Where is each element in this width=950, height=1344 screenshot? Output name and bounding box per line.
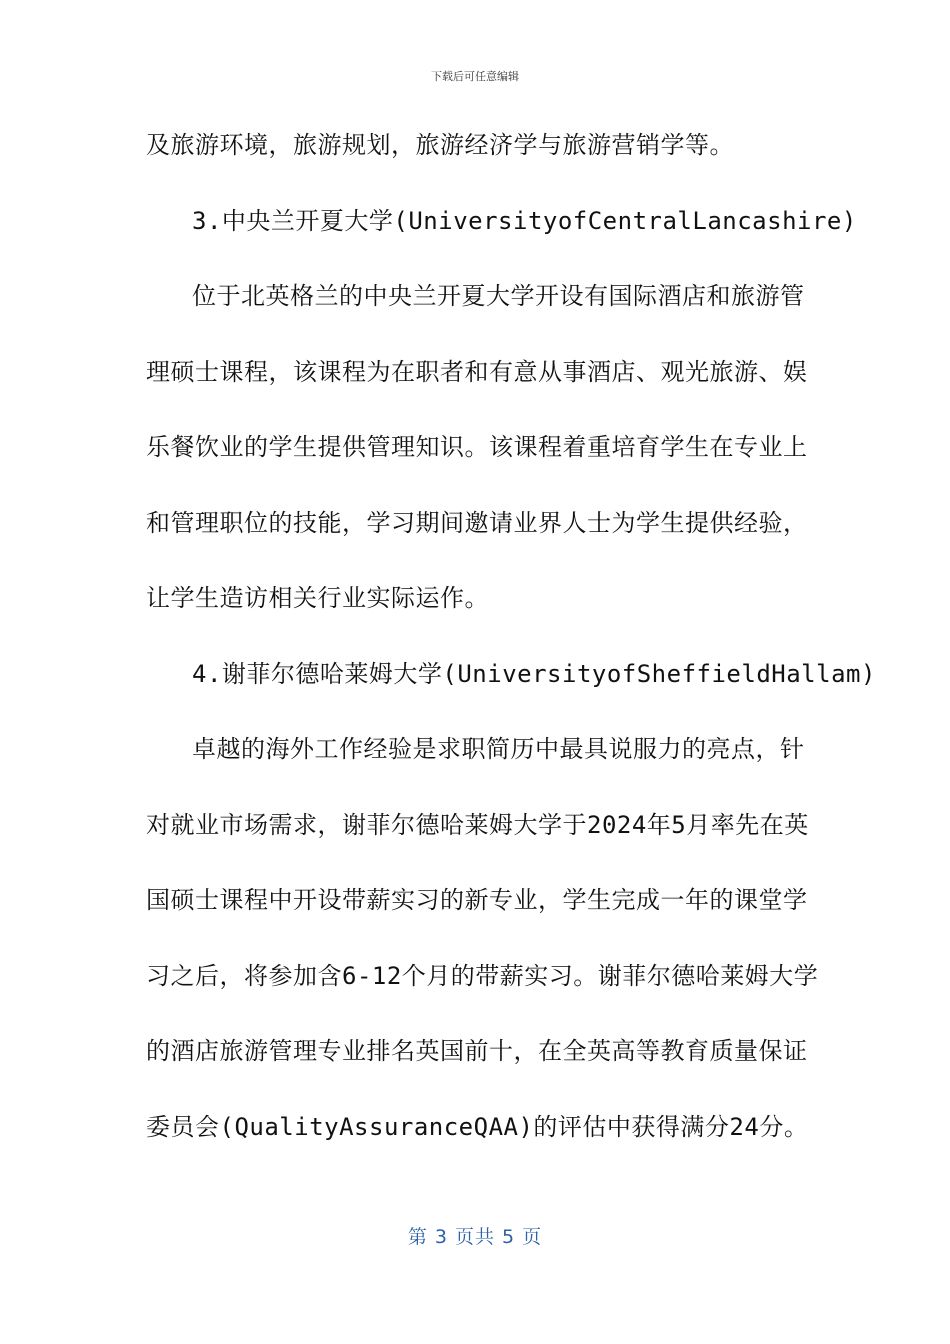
text-line: 卓越的海外工作经验是求职简历中最具说服力的亮点，针 [192,735,805,763]
text-line: 委员会(QualityAssuranceQAA)的评估中获得满分24分。 [146,1112,809,1141]
section-heading: 3.中央兰开夏大学(UniversityofCentralLancashire) [192,206,857,235]
text-line: 对就业市场需求，谢菲尔德哈莱姆大学于2024年5月率先在英 [146,810,809,839]
text-line: 让学生造访相关行业实际运作。 [146,584,489,612]
page-number: 第 3 页共 5 页 [407,1226,543,1248]
text-line: 及旅游环境，旅游规划，旅游经济学与旅游营销学等。 [146,131,734,159]
section-heading: 4.谢菲尔德哈莱姆大学(UniversityofSheffieldHallam) [192,659,876,688]
text-line: 乐餐饮业的学生提供管理知识。该课程着重培育学生在专业上 [146,433,808,461]
header-note: 下载后可任意编辑 [431,70,519,83]
text-line: 和管理职位的技能，学习期间邀请业界人士为学生提供经验， [146,508,808,537]
text-line: 习之后，将参加含6-12个月的带薪实习。谢菲尔德哈莱姆大学 [146,961,819,990]
text-line: 国硕士课程中开设带薪实习的新专业，学生完成一年的课堂学 [146,886,808,914]
text-line: 理硕士课程，该课程为在职者和有意从事酒店、观光旅游、娱 [146,357,808,386]
document-body [146,118,876,1175]
text-line: 位于北英格兰的中央兰开夏大学开设有国际酒店和旅游管 [192,282,805,310]
text-line: 的酒店旅游管理专业排名英国前十，在全英高等教育质量保证 [146,1037,808,1065]
